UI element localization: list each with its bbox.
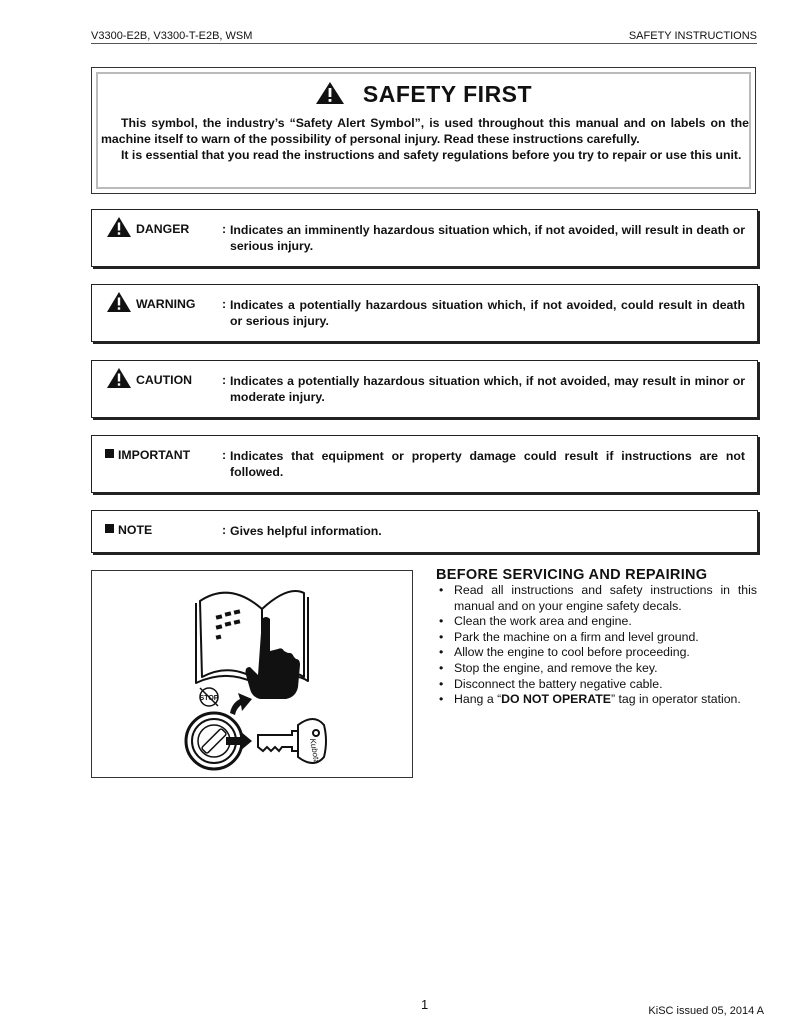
before-servicing-list — [437, 583, 757, 708]
safety-first-title: SAFETY FIRST — [362, 81, 533, 107]
curved-arrow-icon — [230, 693, 252, 715]
black-square-icon — [105, 449, 114, 458]
safety-first-body — [101, 115, 749, 163]
list-item: • Allow the engine to cool before proceeding. — [437, 645, 757, 661]
safety-first-para-2: It is essential that you read the instructions and safety regulations before you try to repair or use this unit. — [121, 148, 742, 162]
signal-label-important: IMPORTANT — [118, 448, 191, 462]
signal-label-caution: CAUTION — [136, 373, 193, 387]
list-item-do-not-operate — [437, 692, 757, 708]
illustration-box — [91, 570, 413, 778]
stop-label: STOP — [199, 695, 219, 702]
list-item-prefix: Hang a “ — [454, 692, 502, 707]
signal-box-caution — [91, 360, 758, 418]
issued-label: KiSC issued 05, 2014 A — [648, 1005, 764, 1017]
header-model: V3300-E2B, V3300-T-E2B, WSM — [91, 30, 253, 42]
signal-box-note — [91, 510, 758, 553]
list-item: • Clean the work area and engine. — [437, 614, 757, 630]
header-divider — [91, 43, 757, 44]
list-item: • Disconnect the battery negative cable. — [437, 677, 757, 693]
signal-colon: : — [222, 222, 227, 236]
signal-box-danger — [91, 209, 758, 267]
header-section: SAFETY INSTRUCTIONS — [628, 30, 757, 42]
signal-text-danger: Indicates an imminently hazardous situation which, if not avoided, will result in death or serious injury. — [230, 223, 745, 253]
stop-key-symbol — [200, 688, 219, 706]
list-item: • Read all instructions and safety instructions in this manual and on your engine safety decals. — [437, 583, 757, 614]
signal-box-warning — [91, 284, 758, 342]
signal-text-caution: Indicates a potentially hazardous situation which, if not avoided, may result in minor or moderate injury. — [230, 374, 745, 404]
signal-colon: : — [222, 523, 227, 537]
key-brand-label: Kubota — [308, 737, 322, 765]
safety-first-box — [91, 67, 756, 194]
arrow-right-icon — [226, 731, 252, 751]
safety-first-para-1: This symbol, the industry’s “Safety Alert Symbol”, is used throughout this manual and on labels on the machine itself to warn of the possibility of personal injury. Read these instructions carefully. — [101, 116, 749, 146]
list-item: • Stop the engine, and remove the key. — [437, 661, 757, 677]
signal-text-note: Gives helpful information. — [230, 524, 382, 538]
signal-text-important: Indicates that equipment or property damage could result if instructions are not followed. — [230, 449, 745, 479]
page-number: 1 — [421, 997, 429, 1012]
before-servicing-title: BEFORE SERVICING AND REPAIRING — [436, 567, 708, 583]
safety-alert-icon — [315, 81, 345, 105]
signal-colon: : — [222, 297, 227, 311]
key-icon — [258, 719, 326, 765]
list-item-suffix: ” tag in operator station. — [610, 692, 741, 707]
signal-label-danger: DANGER — [136, 222, 190, 236]
black-square-icon — [105, 524, 114, 533]
signal-box-important — [91, 435, 758, 493]
signal-label-warning: WARNING — [136, 297, 196, 311]
signal-colon: : — [222, 448, 227, 462]
safety-alert-icon — [106, 367, 132, 389]
signal-label-note: NOTE — [118, 523, 153, 537]
list-item: • Park the machine on a firm and level ground. — [437, 630, 757, 646]
signal-text-warning: Indicates a potentially hazardous situation which, if not avoided, could result in death or serious injury. — [230, 298, 745, 328]
signal-colon: : — [222, 373, 227, 387]
do-not-operate-text: DO NOT OPERATE — [501, 692, 611, 707]
safety-alert-icon — [106, 291, 132, 313]
safety-first-title-row — [92, 81, 755, 108]
manual-and-key-illustration — [92, 571, 412, 777]
safety-alert-icon — [106, 216, 132, 238]
